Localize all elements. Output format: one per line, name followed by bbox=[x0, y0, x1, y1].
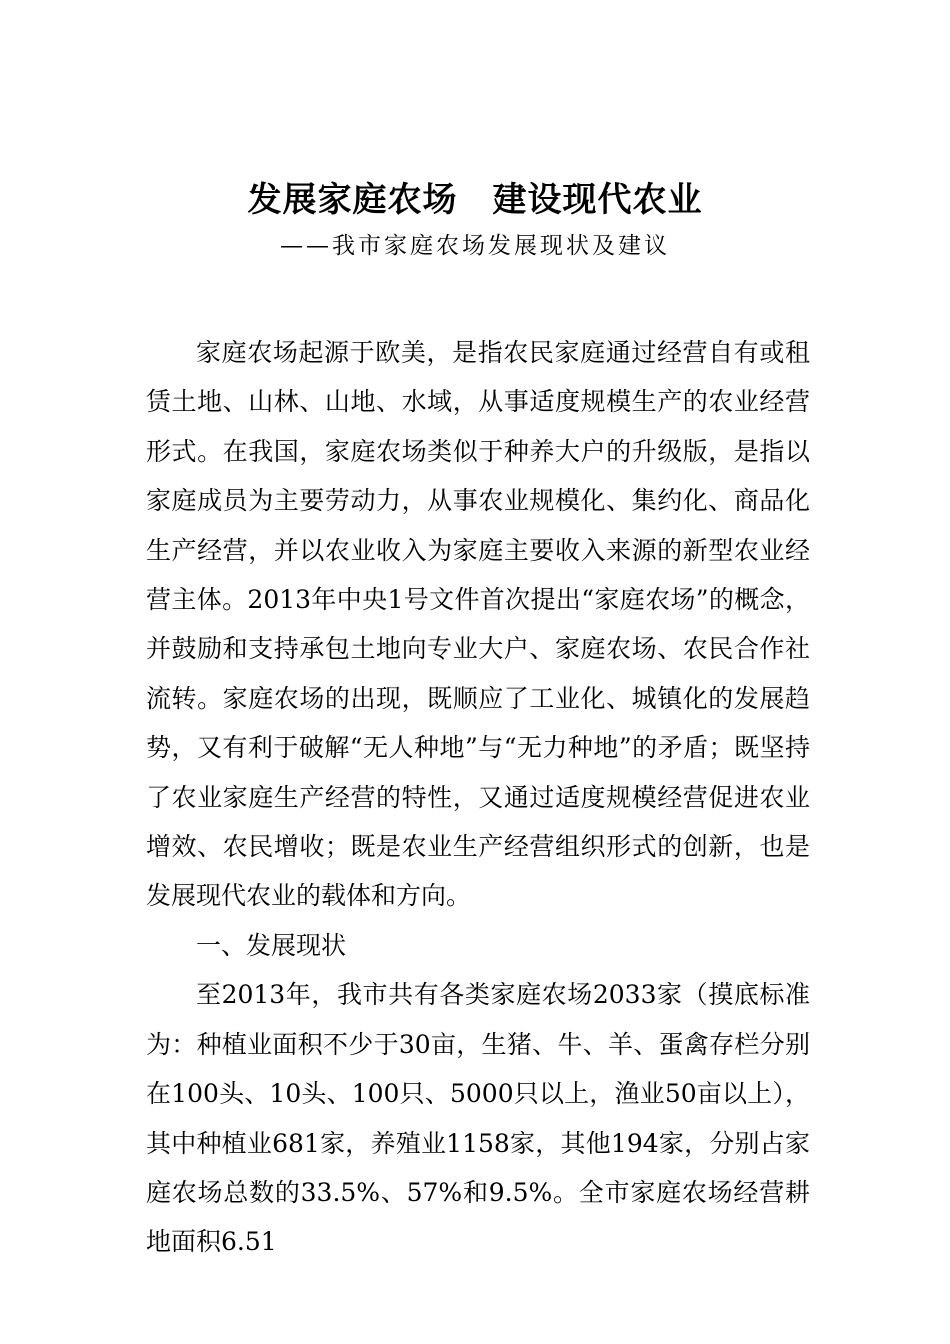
section-heading: 一、发展现状 bbox=[196, 930, 347, 960]
document-body bbox=[146, 328, 810, 1267]
paragraph-status: 至2013年，我市共有各类家庭农场2033家（摸底标准为：种植业面积不少于30亩，生猪、牛、羊、蛋禽存栏分别在100头、10头、100只、5000只以上，渔业50亩以上），其中种植业681家，养殖业1158家，其他194家，分别占家庭农场总数的33.5%、57%和9.5%。全市家庭农场经营耕地面积6.51 bbox=[146, 980, 810, 1257]
document-subtitle: ——我市家庭农场发展现状及建议 bbox=[280, 233, 670, 259]
document-title: 发展家庭农场 建设现代农业 bbox=[247, 180, 703, 220]
paragraph-intro: 家庭农场起源于欧美，是指农民家庭通过经营自有或租赁土地、山林、山地、水域，从事适度规模生产的农业经营形式。在我国，家庭农场类似于种养大户的升级版，是指以家庭成员为主要劳动力，从事农业规模化、集约化、商品化生产经营，并以农业收入为家庭主要收入来源的新型农业经营主体。2013年中央1号文件首次提出“家庭农场”的概念，并鼓励和支持承包土地向专业大户、家庭农场、农民合作社流转。家庭农场的出现，既顺应了工业化、城镇化的发展趋势，又有利于破解“无人种地”与“无力种地”的矛盾；既坚持了农业家庭生产经营的特性，又通过适度规模经营促进农业增效、农民增收；既是农业生产经营组织形式的创新，也是发展现代农业的载体和方向。 bbox=[146, 338, 810, 911]
